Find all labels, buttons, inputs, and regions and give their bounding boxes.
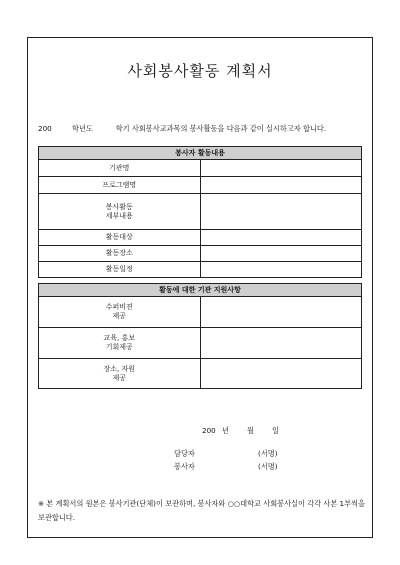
label-location: 활동장소 (39, 246, 201, 262)
support-table (38, 283, 362, 389)
field-program[interactable] (200, 177, 362, 194)
label-facility: 장소, 자원 제공 (39, 359, 201, 389)
field-activity-details[interactable] (200, 194, 362, 230)
field-education[interactable] (200, 328, 362, 359)
support-table-header: 활동에 대한 기관 지원사항 (39, 284, 362, 297)
signature-mark-manager[interactable]: (서명) (258, 449, 278, 458)
activity-table-header: 봉사자 활동내용 (39, 147, 362, 160)
date-year: 200 (202, 426, 216, 435)
activity-table (38, 146, 362, 278)
label-supervision: 수퍼비젼 제공 (39, 297, 201, 328)
label-program: 프로그램명 (39, 177, 201, 194)
date-month-unit: 월 (247, 426, 254, 435)
intro-academic-year: 학년도 (72, 124, 93, 133)
footnote: ※ 본 계획서의 원본은 봉사기관(단체)이 보관하며, 봉사자와 ○○대학교 사회봉사실이 각각 사본 1부씩을 보관합니다. (38, 499, 365, 522)
date-day-unit: 일 (272, 426, 279, 435)
intro-text: 학기 사회봉사교과목의 봉사활동을 다음과 같이 실시하고자 합니다. (115, 124, 327, 133)
field-schedule[interactable] (200, 262, 362, 278)
label-target: 활동대상 (39, 230, 201, 246)
label-activity-details: 봉사활동 세부내용 (39, 194, 201, 230)
form-page (27, 37, 373, 538)
field-location[interactable] (200, 246, 362, 262)
label-education: 교육, 홍보 기회제공 (39, 328, 201, 359)
document-title: 사회봉사활동 계획서 (127, 62, 273, 80)
signature-mark-volunteer[interactable]: (서명) (258, 462, 278, 471)
date-year-unit: 년 (222, 426, 229, 435)
field-organization[interactable] (200, 160, 362, 177)
field-supervision[interactable] (200, 297, 362, 328)
label-schedule: 활동일정 (39, 262, 201, 278)
signature-role-volunteer: 봉사자 (174, 462, 195, 471)
field-facility[interactable] (200, 359, 362, 389)
intro-year: 200 (38, 124, 52, 133)
signature-role-manager: 담당자 (174, 449, 195, 458)
intro-sentence (38, 124, 368, 134)
field-target[interactable] (200, 230, 362, 246)
label-organization: 기관명 (39, 160, 201, 177)
